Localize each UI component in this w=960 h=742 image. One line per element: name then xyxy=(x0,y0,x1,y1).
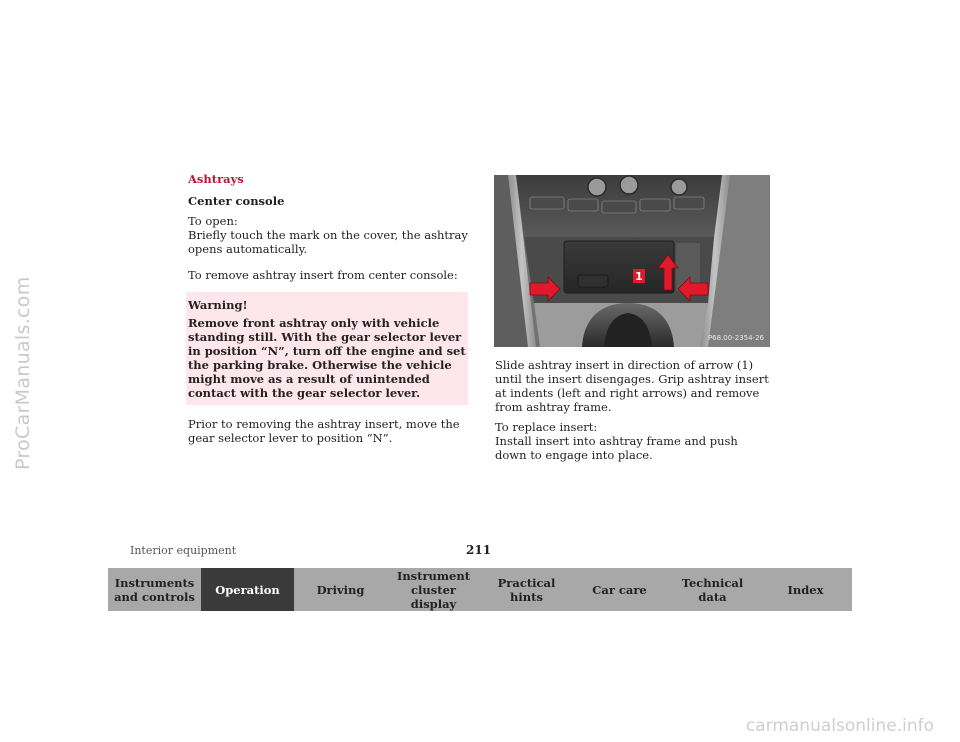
replace-label: To replace insert: xyxy=(495,420,598,434)
nav-tab-technical-data[interactable]: Technical data xyxy=(666,568,759,611)
left-column xyxy=(188,172,468,451)
page-number: 211 xyxy=(466,543,492,557)
watermark-carmanualsonline: carmanualsonline.info xyxy=(745,716,934,736)
nav-tab-index[interactable]: Index xyxy=(759,568,852,611)
open-label: To open: xyxy=(188,214,238,228)
warning-box xyxy=(186,292,468,405)
nav-tab-driving[interactable]: Driving xyxy=(294,568,387,611)
warning-title: Warning! xyxy=(188,298,248,312)
watermark-procarmanuals: ProCarManuals.com xyxy=(12,276,34,470)
open-text: Briefly touch the mark on the cover, the ashtray opens automatically. xyxy=(188,228,468,256)
slide-text: Slide ashtray insert in direction of arrow (1) until the insert disengages. Grip ashtray insert at indents (left and right arrows) and remove from ashtray frame. xyxy=(495,358,769,414)
nav-tab-practical-hints[interactable]: Practical hints xyxy=(480,568,573,611)
callout-number: 1 xyxy=(635,270,643,283)
nav-tab-car-care[interactable]: Car care xyxy=(573,568,666,611)
remove-text: To remove ashtray insert from center console: xyxy=(188,268,458,282)
section-title: Ashtrays xyxy=(188,172,244,186)
ashtray-illustration xyxy=(494,175,770,347)
nav-tab-instruments-and-controls[interactable]: Instruments and controls xyxy=(108,568,201,611)
footer-section-name: Interior equipment xyxy=(130,544,237,557)
figure-code: P68.00-2354-26 xyxy=(707,334,764,342)
open-instructions xyxy=(188,214,468,256)
nav-tab-instrument-cluster-display[interactable]: Instrument cluster display xyxy=(387,568,480,611)
ashtray-figure xyxy=(494,175,770,347)
replace-text: Install insert into ashtray frame and push down to engage into place. xyxy=(495,434,738,462)
prior-text: Prior to removing the ashtray insert, move the gear selector lever to position “N”. xyxy=(188,417,460,445)
right-column xyxy=(495,358,770,468)
chapter-nav-bar xyxy=(108,568,852,611)
nav-tab-operation[interactable]: Operation xyxy=(201,568,294,611)
subsection-title: Center console xyxy=(188,194,285,208)
warning-text: Remove front ashtray only with vehicle standing still. With the gear selector lever in position “N”, turn off the engine and set the parking brake. Otherwise the vehicle might move as a result of unintended contact with the gear selector lever. xyxy=(188,316,466,400)
replace-instructions xyxy=(495,420,770,462)
